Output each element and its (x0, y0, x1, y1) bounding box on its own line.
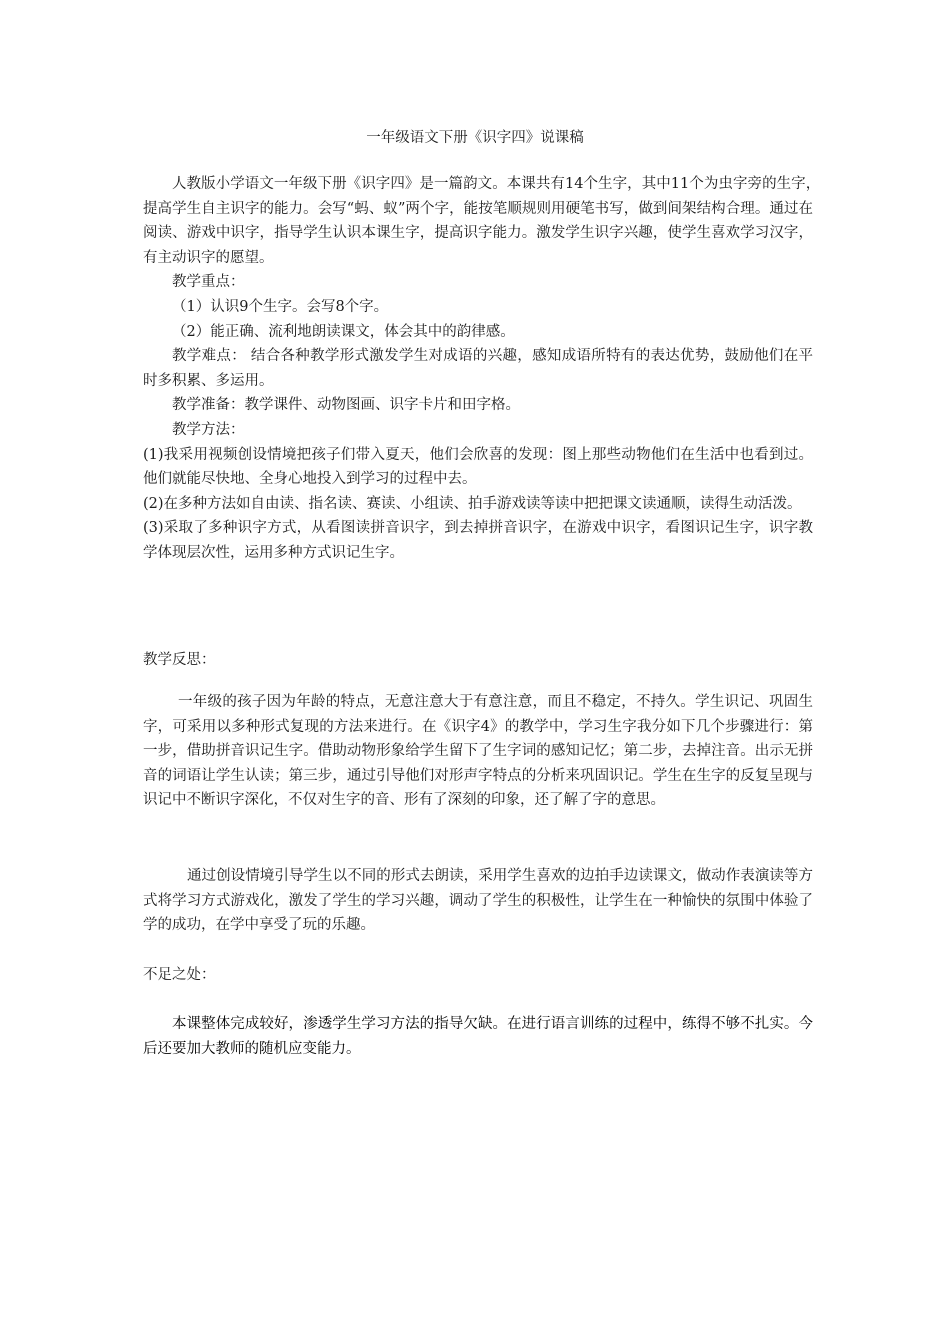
intro-paragraph: 人教版小学语文一年级下册《识字四》是一篇韵文。本课共有14个生字，其中11个为虫字旁的生字， 提高学生自主识字的能力。会写“蚂、蚁”两个字，能按笔顺规则用硬笔书写，做到间架结构合理。通过在阅读、游戏中识字，指导学生认识本课生字，提高识字能力。激发学生识字兴趣，使学生喜欢学习汉字，有主动识字的愿望。 (143, 176, 828, 266)
shortcomings-heading-block (143, 963, 813, 988)
preparation-paragraph: 教学准备：教学课件、动物图画、识字卡片和田字格。 (172, 397, 520, 414)
document-title: 一年级语文下册《识字四》说课稿 (366, 130, 584, 146)
method-3: (3)采取了多种识字方式，从看图读拼音识字，到去掉拼音识字，在游戏中识字，看图识记生字，识字教学体现层次性，运用多种方式识记生字。 (143, 520, 813, 561)
reflection-block-2 (143, 864, 813, 938)
lesson-plan-section (143, 172, 828, 566)
shortcomings-paragraph: 本课整体完成较好，渗透学生学习方法的指导欠缺。在进行语言训练的过程中，练得不够不扎实。今后还要加大教师的随机应变能力。 (143, 1016, 813, 1057)
reflection-heading-block (143, 648, 813, 673)
key-point-1: （1）认识9个生字。会写8个字。 (172, 298, 389, 315)
shortcomings-heading: 不足之处： (143, 967, 216, 983)
difficulty-paragraph: 教学难点： 结合各种教学形式激发学生对成语的兴趣，感知成语所特有的表达优势，鼓励他们在平时多积累、多运用。 (143, 348, 813, 389)
reflection-paragraph-1: 一年级的孩子因为年龄的特点，无意注意大于有意注意，而且不稳定，不持久。学生识记、巩固生字，可采用以多种形式复现的方法来进行。在《识字4》的教学中，学习生字我分如下几个步骤进行：第一步，借助拼音识记生字。借助动物形象给学生留下了生字词的感知记忆；第二步，去掉注音。出示无拼音的词语让学生认读；第三步，通过引导他们对形声字特点的分析来巩固识记。学生在生字的反复呈现与识记中不断识字深化，不仅对生字的音、形有了深刻的印象，还了解了字的意思。 (143, 694, 813, 809)
methods-heading: 教学方法： (172, 421, 245, 438)
key-points-heading: 教学重点： (172, 274, 245, 291)
method-1: (1)我采用视频创设情境把孩子们带入夏天，他们会欣喜的发现：图上那些动物他们在生活中也看到过。他们就能尽快地、全身心地投入到学习的过程中去。 (143, 446, 813, 488)
reflection-heading: 教学反思： (143, 652, 216, 668)
shortcomings-block (143, 1012, 813, 1061)
key-point-2: （2）能正确、流利地朗读课文，体会其中的韵律感。 (172, 323, 515, 340)
reflection-block-1 (143, 690, 813, 813)
reflection-paragraph-2: 通过创设情境引导学生以不同的形式去朗读，采用学生喜欢的边拍手边读课文，做动作表演读等方式将学习方式游戏化，激发了学生的学习兴趣，调动了学生的积极性，让学生在一种愉快的氛围中体验了学的成功，在学中享受了玩的乐趣。 (143, 868, 813, 934)
method-2: (2)在多种方法如自由读、指名读、赛读、小组读、拍手游戏读等读中把把课文读通顺，读得生动活泼。 (143, 495, 802, 512)
